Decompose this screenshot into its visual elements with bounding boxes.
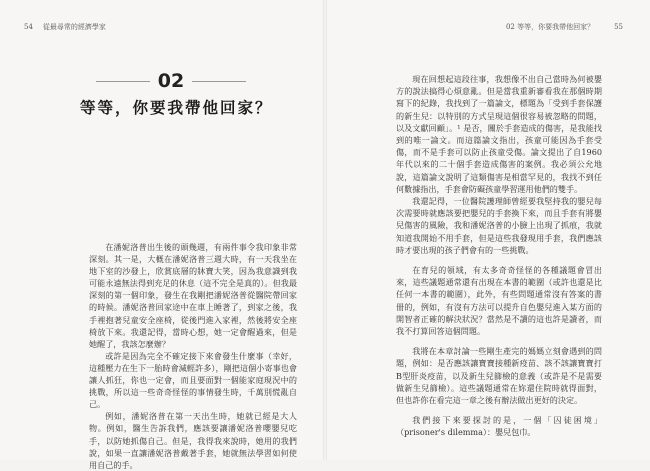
right-paragraph: 我還記得，一位醫院護理師曾經要我堅持我的嬰兒每次需要時就應該要把嬰兒的手套換下來，而且手套有將嬰兒傷害的風險，我和潘妮洛普的小臉上出現了抓痕，我就知道我開始不用手套，但是這些我發現用手套，我們應該時才要出現的孩子們會有的一些挑戰。 (396, 196, 602, 255)
right-body-text (396, 73, 602, 439)
left-page-header (24, 22, 116, 32)
chapter-rule-left (96, 81, 150, 82)
left-body-text (89, 241, 297, 471)
chapter-number-row (96, 70, 246, 92)
left-running-title: 從最尋常的經濟學家 (42, 23, 106, 31)
right-paragraph: 我將在本章討論一些剛生產完的媽媽立刻會遇到的問題，例如：是否應該讓寶寶接種新疫苗、該不該讓寶寶打B型肝炎疫苗，以及新生兒篩檢的意義（或許是不是需要做新生兒篩檢）。這些議題通常在妳還住院時就得面對，但也許你在看完這一章之後有辦法做出更好的決定。 (396, 346, 602, 406)
chapter-heading (80, 70, 273, 118)
right-paragraph: 在育兒的領域，有太多奇奇怪怪的各種議題會冒出來，這些議題通常還有出現在本書的範圍（或許也還是比任何一本書的範圍），此外，有些問題通常沒有答案的書冊的，例如，有沒有方法可以提升自色嬰兒進入某方面的開智者正確的解決狀況？當然是不讀的這也許是讀者，而我不打算回答這個問題。 (396, 265, 602, 337)
chapter-number: 02 (157, 70, 185, 92)
chapter-rule-right (192, 81, 246, 82)
paragraph-gap (396, 406, 602, 414)
left-paragraph: 或許是因為完全不確定接下來會發生什麼事（幸好，這種壓力在生下一胎時會減輕許多），剛把這個小寄事也會讓人抓狂，你也一定會，而且要面對一個能家庭現況中的挑戰，所以這一些奇奇怪怪的事情發生時，千萬別慌亂自己。 (89, 350, 297, 410)
left-paragraph: 例如，潘妮洛普在第一天出生時，她就已經是大人物。例如，醫生告訴我們，應該要讓潘妮洛普嚶嬰兒吃手，以防她抓傷自己。但是，我得我來說時，她用的我們說，如果一直讓潘妮洛普戴著手套，她就無法學習如何使用自己的手。 (89, 411, 297, 470)
right-page (327, 0, 650, 460)
left-paragraph: 在潘妮洛普出生後的頭幾週，有兩件事令我印象非常深刻。其一是，大概在潘妮洛普三週大時，有一天我坐在地下室的沙發上，欣賞底層的牀寶大笑，因為我意識到我可能永遠無法得到充足的休息（這不完全是真的）。但我最深刻的第一個印象，發生在我剛把潘妮洛普從醫院帶回家的時候。潘妮洛普回家途中在車上睡著了，到家之後，我手裡抱著兒童安全座椅，從後門進入家裡，然後將安全座椅放下來。我還記得，當時心想，她一定會醒過來，但是她醒了，我該怎麼辦？ (89, 242, 297, 349)
right-paragraph: 我們接下來要探討的是，一個「囚徒困境」（prisoner's dilemma）：嬰兒包巾。 (396, 415, 602, 438)
left-page-number: 54 (24, 23, 33, 31)
right-page-number: 55 (614, 23, 623, 31)
right-paragraph: 現在回想起這段往事，我想像不出自己當時為何被嬰方的說法搞得心煩意亂。但是當我重新審看我在那個時期寫下的紀錄，我找到了一篇論文，標題為「受到手套保護的新生兒：以特別的方式呈現這個很容易被忽略的問題，以及文獻回顧」。¹ 是否，關於手套造成的傷害，是我能找到的唯一論文。而這篇論文指出，孩童可能因為手套受傷，而不是手套可以防止孩童受傷。論文提出了自1960年代以來的二十個手套造成傷害的案例。我必須公允地說，這篇論文說明了這類傷害是相當罕見的，我找不到任何數據指出，手套會防礙孩童學習運用他們的雙手。 (396, 74, 602, 194)
right-page-header (506, 22, 623, 32)
right-running-title: 02 等等，你要我帶他回家？ (505, 23, 595, 31)
chapter-title: 等等，你要我帶他回家？ (80, 99, 273, 117)
paragraph-gap (396, 256, 602, 264)
left-page (0, 0, 324, 470)
paragraph-gap (396, 337, 602, 345)
